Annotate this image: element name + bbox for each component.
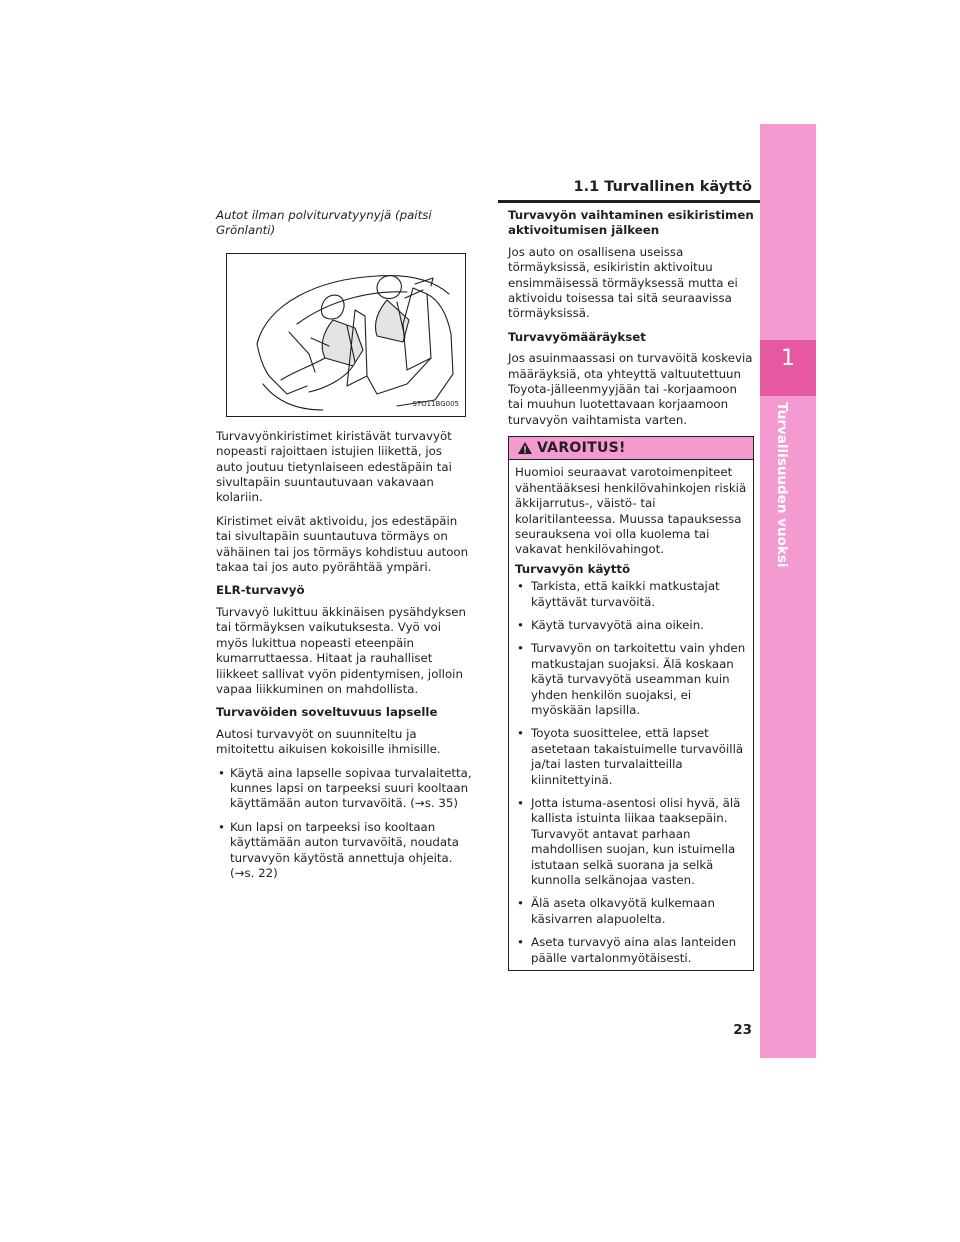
warning-title: VAROITUS! <box>537 439 626 456</box>
paragraph-regulations: Jos asuinmaassasi on turvavöitä koskevia määräyksiä, ota yhteyttä valtuutettuun Toyota-jälleenmyyjään tai -korjaamoon tai muuhun luotettavaan korjaamoon turvavyön vaihtamista varten. <box>508 351 753 427</box>
heading-children: Turvavöiden soveltuvuus lapselle <box>216 705 438 720</box>
paragraph-replace: Jos auto on osallisena useissa törmäyksissä, esikiristin aktivoituu ensimmäisessä törmäyksessä mutta ei aktivoidu toisessa tai sitä seuraavissa törmäyksissä. <box>508 244 738 321</box>
header-rule <box>498 200 762 203</box>
children-bullet-list <box>216 766 472 882</box>
list-item: • Käytä aina lapselle sopivaa turvalaitetta, kunnes lapsi on tarpeeksi suuri kooltaan käyttämään auton turvavöitä. (→s. 35) <box>216 766 472 812</box>
side-tab-label: Turvallisuuden vuoksi <box>774 402 790 568</box>
heading-regulations: Turvavyömääräykset <box>508 329 646 344</box>
car-interior-drawing <box>227 254 465 416</box>
paragraph-not-activated: Kiristimet eivät aktivoidu, jos edestäpäin tai sivultapäin suuntautuva törmäys on vähäinen tai jos törmäys kohdistuu autoon takaa tai jos auto pyörähtää ympäri. <box>216 513 469 575</box>
list-item: • Jotta istuma-asentosi olisi hyvä, älä kallista istuinta liikaa taaksepäin. Turvavyöt antavat parhaan mahdollisen suojan, kun istuimella istutaan selkä suorana ja selkä kunnolla selkänojaa vasten. <box>515 796 747 888</box>
warning-bullet-list <box>515 579 747 966</box>
paragraph-children: Autosi turvavyöt on suunniteltu ja mitoitettu aikuisen kokoisille ihmisille. <box>216 726 441 757</box>
list-item: • Turvavyön on tarkoitettu vain yhden matkustajan suojaksi. Älä koskaan käytä turvavyötä useamman kuin yhden henkilön suojaksi, ei myöskään lapsilla. <box>515 641 747 718</box>
paragraph-pretensioners: Turvavyönkiristimet kiristävät turvavyöt nopeasti rajoittaen istujien liikettä, jos auto joutuu tietynlaiseen edestäpäin tai sivultapäin suuntautuvaan vakavaan kolariin. <box>216 428 452 505</box>
warning-body <box>509 460 753 970</box>
figure-code: STO11BG005 <box>412 400 459 409</box>
section-title: 1.1 Turvallinen käyttö <box>573 179 752 195</box>
figure-caption: Autot ilman polviturvatyynyjä (paitsi Grönlanti) <box>216 208 432 238</box>
list-item: • Kun lapsi on tarpeeksi iso kooltaan käyttämään auton turvavöitä, noudata turvavyön käytöstä annettuja ohjeita. (→s. 22) <box>216 820 472 882</box>
left-column <box>216 208 472 889</box>
warning-box <box>508 436 754 971</box>
warning-subheading: Turvavyön käyttö <box>515 561 631 576</box>
right-column <box>508 208 754 971</box>
paragraph-elr: Turvavyö lukittuu äkkinäisen pysähdyksen tai törmäyksen vaikutuksesta. Vyö voi myös lukittua nopeasti eteenpäin kumarruttaessa. Hitaat ja rauhalliset liikkeet sallivat vyön pidentymisen, jolloin vapaa liikkuminen on mahdollista. <box>216 604 466 696</box>
page-number: 23 <box>733 1022 752 1038</box>
warning-header <box>509 437 753 460</box>
list-item: • Toyota suosittelee, että lapset asetetaan takaistuimelle turvavöillä ja/tai lasten turvalaitteilla kiinnitettyinä. <box>515 726 747 788</box>
list-item: • Älä aseta olkavyötä kulkemaan käsivarren alapuolelta. <box>515 896 747 927</box>
warning-icon <box>517 441 533 455</box>
list-item: • Tarkista, että kaikki matkustajat käyttävät turvavöitä. <box>515 579 747 610</box>
heading-elr: ELR-turvavyö <box>216 583 305 598</box>
list-item: • Käytä turvavyötä aina oikein. <box>515 618 747 633</box>
side-tab-label-wrap <box>760 400 816 660</box>
list-item: • Aseta turvavyö aina alas lanteiden päälle vartalonmyötäisesti. <box>515 935 747 966</box>
chapter-number: 1 <box>781 346 795 371</box>
heading-replace: Turvavyön vaihtaminen esikiristimen aktivoitumisen jälkeen <box>508 208 754 238</box>
seatbelt-illustration <box>226 253 466 417</box>
warning-intro: Huomioi seuraavat varotoimenpiteet vähentääksesi henkilövahinkojen riskiä äkkijarrutus-, väistö- tai kolaritilanteessa. Muussa tapauksessa seurauksena voi olla kuolema tai vakavat henkilövahingot. <box>515 465 747 557</box>
